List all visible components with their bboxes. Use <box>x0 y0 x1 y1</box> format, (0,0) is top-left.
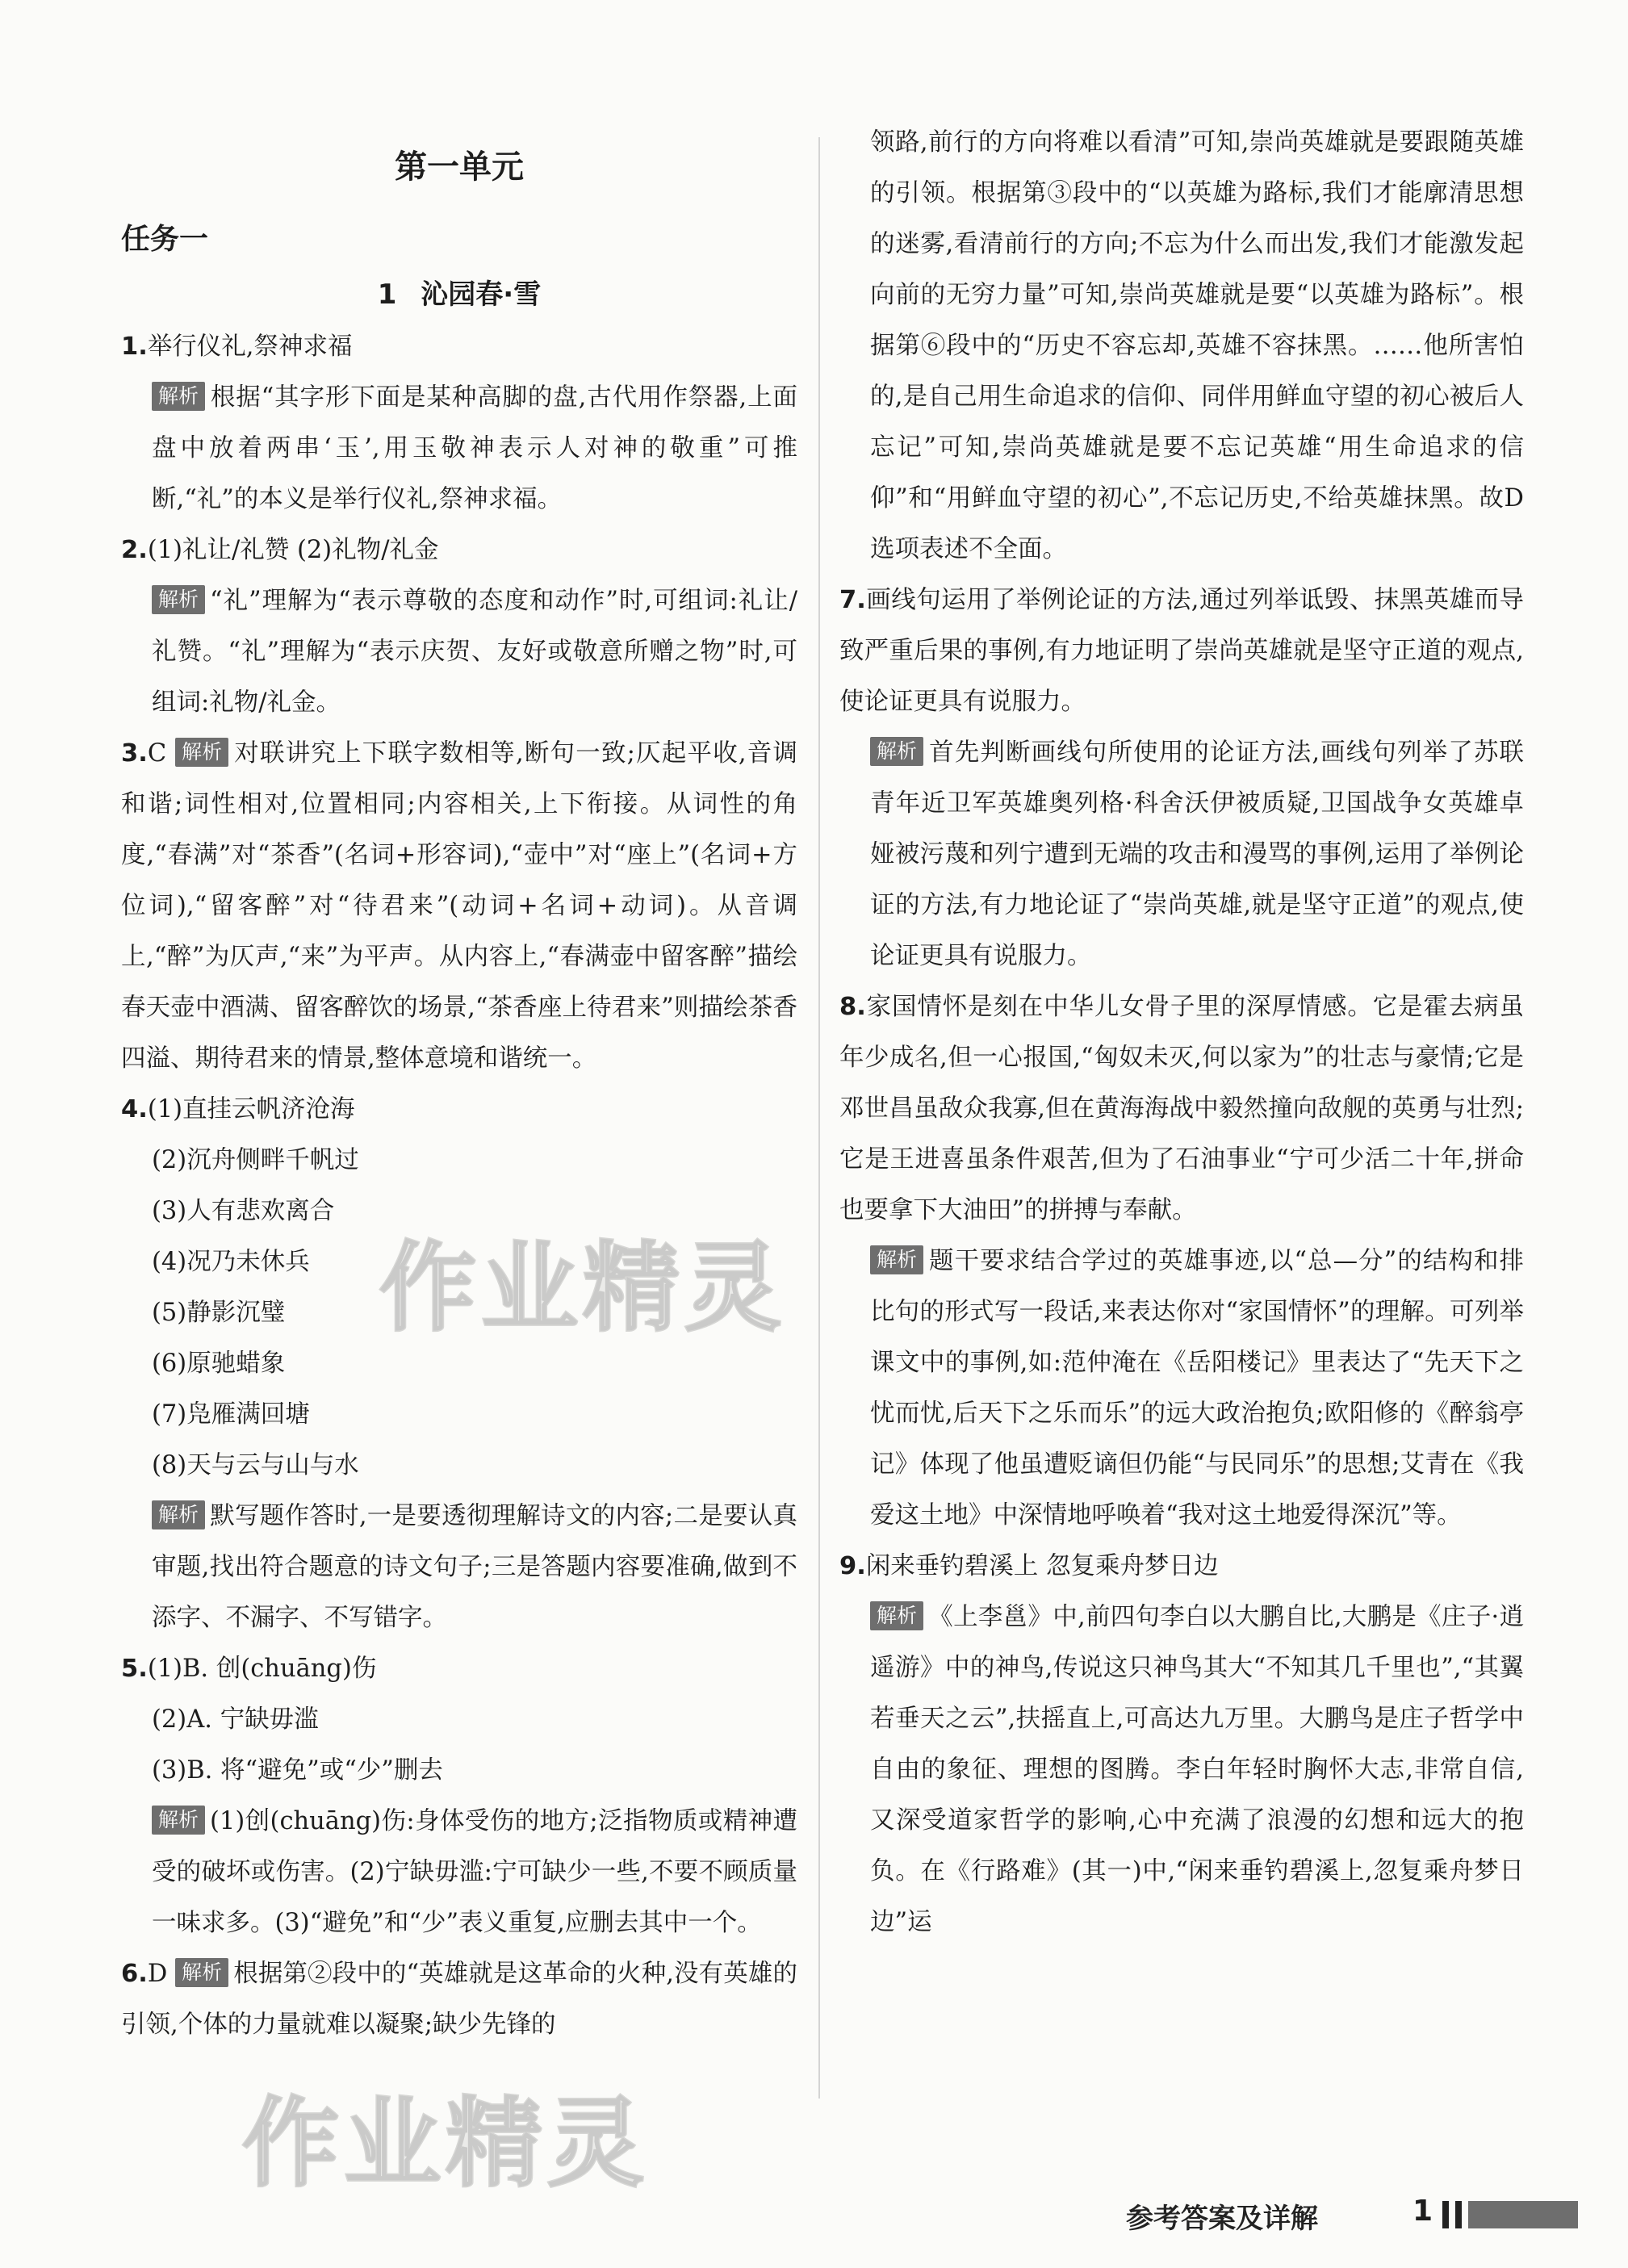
q4-item-8: (8)天与云与山与水 <box>152 1451 359 1479</box>
q2-answer: 2.(1)礼让/礼赞 (2)礼物/礼金 <box>121 536 439 564</box>
q1-analysis: 解析 根据“其字形下面是某种高脚的盘,古代用作祭器,上面盘中放着两串‘玉’,用玉敬神表示人对神的敬重”可推断,“礼”的本义是举行仪礼,祭神求福。 <box>152 383 797 513</box>
footer-bar <box>1468 2201 1578 2228</box>
q5-number: 5. <box>121 1655 148 1683</box>
q1-number: 1. <box>121 333 148 361</box>
q4-analysis: 解析 默写题作答时,一是要透彻理解诗文的内容;二是要认真审题,找出符合题意的诗文句子;三是答题内容要准确,做到不添字、不漏字、不写错字。 <box>152 1502 797 1632</box>
q3-answer: 3.C 解析 对联讲究上下联字数相等,断句一致;仄起平收,音调和谐;词性相对,位置相同;内容相关,上下衔接。从词性的角度,“春满”对“茶香”(名词+形容词),“壶中”对“座上”(名词+方位词),“留客醉”对“待君来”(动词+名词+动词)。从音调上,“醉”为仄声,“来”为平声。从内容上,“春满壶中留客醉”描绘春天壶中酒满、留客醉饮的场景,“茶香座上待君来”则描绘茶香四溢、期待君来的情景,整体意境和谐统一。 <box>121 739 797 1073</box>
q8-analysis: 解析 题干要求结合学过的英雄事迹,以“总—分”的结构和排比句的形式写一段话,来表达你对“家国情怀”的理解。可列举课文中的事例,如:范仲淹在《岳阳楼记》里表达了“先天下之忧而忧,后天下之乐而乐”的远大政治抱负;欧阳修的《醉翁亭记》体现了他虽遭贬谪但仍能“与民同乐”的思想;艾青在《我爱这土地》中深情地呼唤着“我对这土地爱得深沉”等。 <box>870 1247 1524 1529</box>
analysis-tag: 解析 <box>152 1806 205 1835</box>
q5-analysis: 解析 (1)创(chuāng)伤:身体受伤的地方;泛指物质或精神遭受的破坏或伤害。(2)宁缺毋滥:宁可缺少一些,不要不顾质量一味求多。(3)“避免”和“少”表义重复,应删去其中一个。 <box>152 1807 797 1937</box>
q8-number: 8. <box>839 993 866 1021</box>
q1-answer-text: 举行仪礼,祭神求福 <box>147 333 353 361</box>
q4-item-5: (5)静影沉璧 <box>152 1299 286 1327</box>
footer-bar-mark <box>1442 2201 1449 2228</box>
q1-answer <box>121 321 797 372</box>
analysis-tag: 解析 <box>152 382 205 411</box>
q9-analysis: 解析 《上李邕》中,前四句李白以大鹏自比,大鹏是《庄子·逍遥游》中的神鸟,传说这只神鸟其大“不知其几千里也”,“其翼若垂天之云”,扶摇直上,可高达九万里。大鹏鸟是庄子哲学中自由的象征、理想的图腾。李白年轻时胸怀大志,非常自信,又深受道家哲学的影响,心中充满了浪漫的幻想和远大的抱负。在《行路难》(其一)中,“闲来垂钓碧溪上,忽复乘舟梦日边”运 <box>870 1603 1524 1936</box>
q4-item-2: (2)沉舟侧畔千帆过 <box>152 1146 359 1174</box>
q6-analysis-continued: 领路,前行的方向将难以看清”可知,崇尚英雄就是要跟随英雄的引领。根据第③段中的“以英雄为路标,我们才能廓清思想的迷雾,看清前行的方向;不忘为什么而出发,我们才能激发起向前的无穷力量”可知,崇尚英雄就是要“以英雄为路标”。根据第⑥段中的“历史不容忘却,英雄不容抹黑。……他所害怕的,是自己用生命追求的信仰、同伴用鲜血守望的初心被后人忘记”可知,崇尚英雄就是要不忘记英雄“用生命追求的信仰”和“用鲜血守望的初心”,不忘记历史,不给英雄抹黑。故D选项表述不全面。 <box>870 128 1524 563</box>
q3-analysis: 对联讲究上下联字数相等,断句一致;仄起平收,音调和谐;词性相对,位置相同;内容相关,上下衔接。从词性的角度,“春满”对“茶香”(名词+形容词),“壶中”对“座上”(名词+方位词),“留客醉”对“待君来”(动词+名词+动词)。从音调上,“醉”为仄声,“来”为平声。从内容上,“春满壶中留客醉”描绘春天壶中酒满、留客醉饮的场景,“茶香座上待君来”则描绘茶香四溢、期待君来的情景,整体意境和谐统一。 <box>121 739 797 1073</box>
q4-item-6: (6)原驰蜡象 <box>152 1350 286 1378</box>
q4-number: 4. <box>121 1095 148 1124</box>
q5-item-1: 5.(1)B. 创(chuāng)伤 <box>121 1655 377 1683</box>
watermark: 作业精灵 <box>242 2088 649 2200</box>
q6-number: 6. <box>121 1960 148 1988</box>
q4-item-1: 4.(1)直挂云帆济沧海 <box>121 1095 355 1124</box>
q4-item-3: (3)人有悲欢离合 <box>152 1197 335 1225</box>
analysis-tag: 解析 <box>175 738 228 767</box>
lesson-title: 1 沁园春·雪 <box>377 278 542 311</box>
task-title: 任务一 <box>121 223 209 256</box>
analysis-tag: 解析 <box>175 1958 228 1987</box>
q6-analysis-left: 根据第②段中的“英雄就是这革命的火种,没有英雄的引领,个体的力量就难以凝聚;缺少先锋的 <box>121 1960 797 2039</box>
page-footer <box>1126 2191 1578 2240</box>
q4-item-4: (4)况乃未休兵 <box>152 1248 310 1276</box>
left-column <box>121 113 797 2050</box>
q2-analysis: 解析 “礼”理解为“表示尊敬的态度和动作”时,可组词:礼让/礼赞。“礼”理解为“表示庆贺、友好或敬意所赠之物”时,可组词:礼物/礼金。 <box>152 587 797 717</box>
q5-item-3: (3)B. 将“避免”或“少”删去 <box>152 1756 443 1785</box>
analysis-tag: 解析 <box>870 1245 923 1274</box>
q9-answer: 9.闲来垂钓碧溪上 忽复乘舟梦日边 <box>839 1552 1219 1580</box>
q8-answer: 8.家国情怀是刻在中华儿女骨子里的深厚情感。它是霍去病虽年少成名,但一心报国,“匈奴未灭,何以家为”的壮志与豪情;它是邓世昌虽敌众我寡,但在黄海海战中毅然撞向敌舰的英勇与壮烈;它是王进喜虽条件艰苦,但为了石油事业“宁可少活二十年,拼命也要拿下大油田”的拼搏与奉献。 <box>839 993 1524 1224</box>
footer-bar-mark <box>1455 2201 1462 2228</box>
analysis-tag: 解析 <box>870 1601 923 1630</box>
q3-number: 3. <box>121 739 148 768</box>
q7-number: 7. <box>839 586 866 614</box>
column-divider <box>818 137 820 2099</box>
q2-number: 2. <box>121 536 148 564</box>
analysis-tag: 解析 <box>152 1500 205 1529</box>
analysis-tag: 解析 <box>870 737 923 766</box>
right-column <box>839 117 1524 1948</box>
q9-number: 9. <box>839 1552 866 1580</box>
q5-item-2: (2)A. 宁缺毋滥 <box>152 1705 319 1734</box>
unit-title: 第一单元 <box>395 149 524 186</box>
analysis-tag: 解析 <box>152 585 205 614</box>
q6-answer: 6.D 解析 根据第②段中的“英雄就是这革命的火种,没有英雄的引领,个体的力量就难以凝聚;缺少先锋的 <box>121 1960 797 2039</box>
q7-analysis: 解析 首先判断画线句所使用的论证方法,画线句列举了苏联青年近卫军英雄奥列格·科舍沃伊被质疑,卫国战争女英雄卓娅被污蔑和列宁遭到无端的攻击和漫骂的事例,运用了举例论证的方法,有力地论证了“崇尚英雄,就是坚守正道”的观点,使论证更具有说服力。 <box>870 739 1524 970</box>
q7-answer: 7.画线句运用了举例论证的方法,通过列举诋毁、抹黑英雄而导致严重后果的事例,有力地证明了崇尚英雄就是坚守正道的观点,使论证更具有说服力。 <box>839 586 1524 716</box>
footer-label: 参考答案及详解 <box>1126 2203 1318 2235</box>
page-number: 1 <box>1412 2195 1433 2228</box>
watermark: 作业精灵 <box>379 1232 786 1345</box>
q4-item-7: (7)凫雁满回塘 <box>152 1400 310 1429</box>
